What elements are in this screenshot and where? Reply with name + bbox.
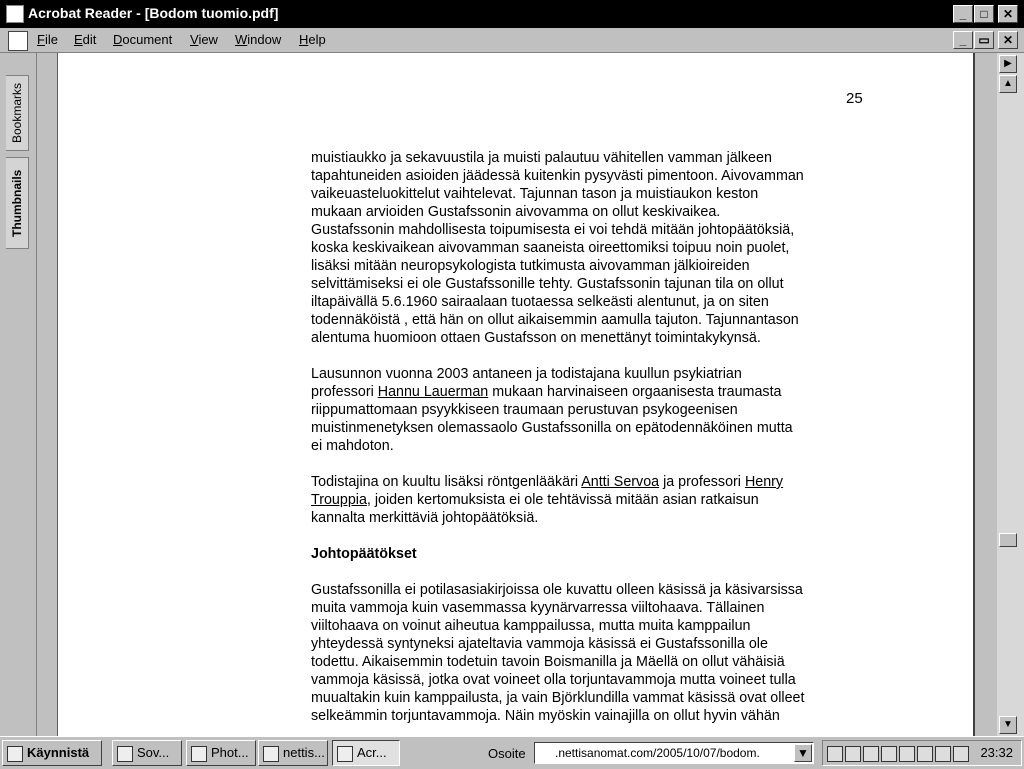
doc-restore-button[interactable]: ▭ (974, 31, 994, 49)
link-antti-servo[interactable]: Antti Servoa (581, 474, 660, 490)
title-bar (0, 0, 1024, 28)
page-number: 25 (846, 90, 863, 107)
tray-network-icon[interactable] (845, 746, 861, 762)
paragraph-2 (311, 365, 871, 455)
taskbar (0, 736, 1024, 769)
link-henry-troupp[interactable]: Henry Trouppia (311, 474, 784, 508)
pdf-page (57, 53, 975, 736)
tray-app-icon[interactable] (827, 746, 843, 762)
app-icon (263, 746, 279, 762)
taskbar-label: Phot... (211, 745, 249, 760)
taskbar-button-sov[interactable] (112, 740, 182, 766)
scroll-down-icon[interactable]: ▼ (999, 716, 1017, 734)
paragraph-3 (311, 473, 871, 527)
menu-bar (0, 28, 1024, 53)
taskbar-label: Acr... (357, 745, 387, 760)
vertical-scrollbar[interactable] (997, 53, 1024, 736)
tray-antivirus-icon[interactable] (881, 746, 897, 762)
taskbar-label: nettis... (283, 745, 325, 760)
doc-minimize-button[interactable]: _ (953, 31, 973, 49)
paragraph-2-text-a: Lausunnon vuonna 2003 antaneen ja todistajana kuullun psykiatrian professori (311, 366, 742, 400)
address-label: Osoite (488, 746, 526, 761)
windows-logo-icon (7, 746, 23, 762)
taskbar-label: Sov... (137, 745, 170, 760)
maximize-button[interactable]: □ (974, 5, 994, 23)
doc-close-button[interactable]: ✕ (998, 31, 1018, 49)
app-icon (191, 746, 207, 762)
paragraph-3-text-c: , joiden kertomuksista ei ole tehtävissä mitään asian ratkaisun kannalta merkittäviä johtopäätöksiä. (311, 492, 759, 526)
start-label: Käynnistä (27, 745, 90, 760)
speaker-icon[interactable] (863, 746, 879, 762)
taskbar-button-phot[interactable] (186, 740, 256, 766)
paragraph-3-text-a: Todistajina on kuultu lisäksi röntgenlääkäri (311, 474, 582, 490)
navigation-pane-tabs (0, 53, 37, 736)
app-icon (117, 746, 133, 762)
menu-edit[interactable]: Edit (74, 32, 97, 47)
tab-thumbnails[interactable]: Thumbnails (6, 157, 29, 249)
scroll-thumb[interactable] (999, 533, 1017, 547)
tray-keyboard-icon[interactable] (953, 746, 969, 762)
scroll-up-icon[interactable]: ▲ (999, 75, 1017, 93)
acrobat-icon (337, 746, 353, 762)
menu-document[interactable]: Document (113, 32, 173, 47)
close-button[interactable]: ✕ (998, 5, 1018, 23)
menu-file[interactable]: File (37, 32, 58, 47)
taskbar-button-acrobat[interactable] (332, 740, 400, 766)
tray-monitor-icon[interactable] (917, 746, 933, 762)
paragraph-1: muistiaukko ja sekavuustila ja muisti palautuu vähitellen vamman jälkeen tapahtuneiden asioiden jäädessä kuitenkin pysyvästi pimentoon. Aivovamman vaikeuasteluokittelut vaihtelevat. Tajunnan tason ja muistiaukon keston mukaan arvioiden Gustafssonin aivovamma on ollut keskivaikea. Gustafssonin mahdollisesta toipumisesta ei voi tehdä mitään johtopäätöksiä, koska keskivaikean aivovamman saaneista oireettomiksi toipuu noin puolet, lisäksi mitään neuropsykologista tutkimusta aivovamman jälkioireiden selvittämiseksi ei ole Gustafssonille tehty. Gustafssonin tajunan tila on ollut iltapäivällä 5.6.1960 sairaalaan tuotaessa selkeästi alentunut, ja on siten todennäköistä , että hän on ollut aikaisemmin aamulla tajuton. Tajunnantason alentuma huomioon ottaen Gustafsson on menettänyt toimintakykynsä. (311, 150, 804, 346)
address-input[interactable]: .nettisanomat.com/2005/10/07/bodom. (534, 742, 814, 764)
tab-bookmarks[interactable]: Bookmarks (6, 75, 29, 151)
page-body (311, 149, 871, 736)
menu-window[interactable]: Window (235, 32, 282, 47)
window-title: Acrobat Reader - [Bodom tuomio.pdf] (28, 5, 279, 21)
paragraph-3-text-b: ja professori (659, 474, 745, 490)
next-page-icon[interactable]: ▶ (999, 55, 1017, 73)
taskbar-button-nettis[interactable] (258, 740, 328, 766)
menu-help[interactable]: Help (299, 32, 326, 47)
clock[interactable]: 23:32 (980, 745, 1013, 760)
tray-display-icon[interactable] (899, 746, 915, 762)
chevron-down-icon[interactable]: ▼ (794, 744, 812, 762)
paragraph-2-text-b: mukaan harvinaiseen orgaanisesta traumasta riippumattomaan psyykkiseen traumaan perustuvan psykogeenisen muistinmenetyksen olemassaolo Gustafssonilla on epätodennäköinen mutta ei mahdoton. (311, 384, 793, 454)
minimize-button[interactable]: _ (953, 5, 973, 23)
start-button[interactable] (2, 740, 102, 766)
link-hannu-lauerman[interactable]: Hannu Lauerman (377, 384, 489, 400)
paragraph-4: Gustafssonilla ei potilasasiakirjoissa ole kuvattu olleen käsissä ja käsivarsissa muita vammoja kuin vasemmassa kyynärvarressa viiltohaava. Tällainen viiltohaava on voinut aiheutua kamppailussa, mutta muita kamppailun yhteydessä syntyneksi ajateltavia vammoja käsissä ei Gustafssonilla ole todettu. Aikaisemmin todetuin tavoin Boismanilla ja Mäellä on ollut vähäisiä vammoja käsissä, jotka ovat voineet olla torjuntavammoja mutta voineet tulla muualtakin kuin kamppailusta, ja vain Björklundilla vammat käsissä ovat olleet selkeämmin torjuntavammoja. Näin myöskin vainajilla on ollut hyvin vähän (311, 582, 805, 724)
document-view[interactable] (37, 53, 997, 736)
document-icon[interactable] (8, 31, 28, 51)
acrobat-app-icon[interactable] (6, 5, 24, 23)
menu-view[interactable]: View (190, 32, 218, 47)
section-heading: Johtopäätökset (311, 546, 417, 562)
tray-misc-icon[interactable] (935, 746, 951, 762)
system-tray (822, 740, 1022, 766)
